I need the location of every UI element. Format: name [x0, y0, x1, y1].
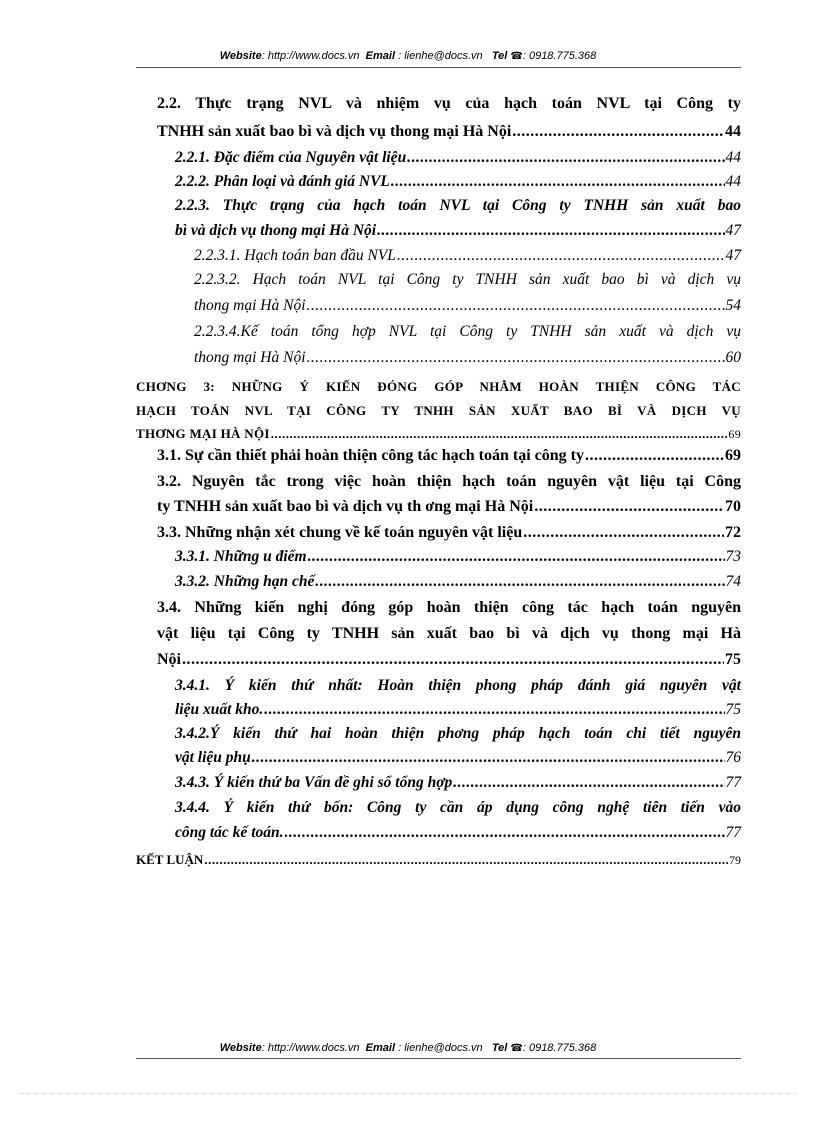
toc-entry-3-3[interactable] — [157, 523, 741, 543]
toc-entry-3-2[interactable] — [157, 497, 741, 517]
toc-chapter-3-line1[interactable]: CHƠNG 3: NHỮNG Ý KIẾN ĐÓNG GÓP NHẰM HOÀN THIỆN CÔNG TÁC — [136, 379, 741, 394]
toc-entry-2-2-3-2[interactable] — [194, 296, 741, 316]
dot-leader — [523, 523, 724, 543]
page-number: 77 — [725, 774, 741, 791]
toc-entry-2-2-3-1[interactable] — [194, 246, 741, 266]
toc-conclusion[interactable] — [136, 850, 741, 870]
toc-entry-2-2-3-line1[interactable]: 2.2.3. Thực trạng của hạch toán NVL tại Công ty TNHH sản xuất bao — [175, 197, 741, 214]
toc-entry-title: 3.3.2. Những hạn chế — [175, 573, 315, 590]
page-bottom-edge — [20, 1093, 796, 1094]
toc-entry-title: bì và dịch vụ thong mại Hà Nội — [175, 222, 377, 239]
toc-entry-3-3-1[interactable] — [175, 547, 741, 567]
phone-icon: ☎ — [510, 1043, 523, 1054]
page-footer — [0, 1042, 816, 1054]
page-number: 70 — [725, 498, 741, 515]
toc-entry-3-4-line2[interactable]: vật liệu tại Công ty TNHH sản xuất bao bì và dịch vụ thong mại Hà — [157, 625, 741, 642]
toc-entry-title: 3.3.1. Những u điểm — [175, 548, 307, 565]
page-number: 44 — [725, 123, 741, 140]
toc-entry-3-3-2[interactable] — [175, 572, 741, 592]
dot-leader — [271, 424, 728, 444]
page-number: 69 — [728, 427, 741, 441]
toc-chapter-3[interactable] — [136, 424, 741, 444]
header-tel-value: : 0918.775.368 — [522, 50, 597, 62]
toc-entry-3-4-1[interactable] — [175, 700, 741, 720]
toc-entry-3-4-2-line1[interactable]: 3.4.2.Ý kiến thứ hai hoàn thiện phơng pháp hạch toán chi tiết nguyên — [175, 725, 741, 742]
toc-chapter-3-line2[interactable]: HẠCH TOÁN NVL TẠI CÔNG TY TNHH SẢN XUẤT BAO BÌ VÀ DỊCH VỤ — [136, 403, 741, 418]
toc-entry-2-2-line2: TNHH sản xuất bao bì và dịch vụ thong mại Hà Nội — [157, 123, 512, 140]
toc-entry-title: ty TNHH sản xuất bao bì và dịch vụ th ơng mại Hà Nội — [157, 498, 534, 515]
dot-leader — [182, 650, 724, 670]
toc-entry-3-4-2[interactable] — [175, 748, 741, 768]
toc-entry-title: 3.4.3. Ý kiến thứ ba Vấn đề ghi sổ tổng hợp — [175, 774, 453, 791]
toc-entry-3-4[interactable] — [157, 650, 741, 670]
footer-tel-value: : 0918.775.368 — [522, 1042, 597, 1054]
page-number: 76 — [725, 749, 741, 766]
header-website-link[interactable]: : http://www.docs.vn — [261, 50, 360, 62]
page-number: 79 — [729, 853, 741, 867]
header-website-label: Website — [219, 50, 262, 62]
dot-leader — [512, 122, 724, 142]
toc-entry-2-2[interactable] — [157, 122, 741, 142]
page-number: 77 — [725, 824, 741, 841]
dot-leader — [204, 850, 728, 870]
toc-entry-title: vật liệu phụ — [175, 749, 251, 766]
toc-entry-3-4-3[interactable] — [175, 773, 741, 793]
dot-leader — [315, 572, 724, 592]
header-tel-label: Tel — [491, 50, 508, 62]
toc-entry-3-4-4[interactable] — [175, 823, 741, 843]
page-number: 72 — [725, 524, 741, 541]
toc-entry-title: công tác kế toán. — [175, 824, 284, 841]
toc-entry-title: 3.3. Những nhận xét chung về kế toán nguyên vật liệu — [157, 524, 523, 541]
dot-leader — [307, 348, 725, 368]
toc-entry-3-4-4-line1[interactable]: 3.4.4. Ý kiến thứ bốn: Công ty cần áp dụng công nghệ tiên tiến vào — [175, 799, 741, 816]
toc-entry-3-2-line1[interactable]: 3.2. Nguyên tắc trong việc hoàn thiện hạch toán nguyên vật liệu tại Công — [157, 473, 741, 490]
page-number: 73 — [725, 548, 741, 565]
toc-entry-2-2-line1[interactable]: 2.2. Thực trạng NVL và nhiệm vụ của hạch toán NVL tại Công ty — [157, 95, 741, 112]
toc-entry-title: liệu xuất kho. — [175, 701, 264, 718]
phone-icon: ☎ — [510, 51, 523, 62]
toc-entry-2-2-3-4-line1[interactable]: 2.2.3.4.Kế toán tổng hợp NVL tại Công ty TNHH sản xuất và dịch vụ — [194, 323, 741, 340]
toc-entry-title: 2.2.3.1. Hạch toán ban đầu NVL — [194, 247, 396, 264]
page-number: 44 — [725, 173, 741, 190]
toc-entry-title: 3.1. Sự cần thiết phải hoàn thiện công tác hạch toán tại công ty — [157, 447, 584, 464]
header-email-link[interactable]: : lienhe@docs.vn — [395, 50, 483, 62]
footer-email-label: Email — [365, 1042, 396, 1054]
footer-email-link[interactable]: : lienhe@docs.vn — [395, 1042, 483, 1054]
toc-entry-title: 2.2.1. Đặc điểm của Nguyên vật liệu — [175, 149, 407, 166]
dot-leader — [307, 296, 725, 316]
toc-entry-title: thong mại Hà Nội — [194, 349, 306, 366]
toc-entry-title: 2.2.2. Phân loại và đánh giá NVL — [175, 173, 390, 190]
page-number: 44 — [725, 149, 741, 166]
toc-entry-2-2-2[interactable] — [175, 172, 741, 192]
page-number: 69 — [725, 447, 741, 464]
footer-divider — [136, 1058, 741, 1059]
dot-leader — [585, 446, 724, 466]
dot-leader — [377, 221, 724, 241]
page-number: 47 — [725, 247, 741, 264]
toc-entry-2-2-3-4[interactable] — [194, 348, 741, 368]
toc-entry-title: THƠNG MẠI HÀ NỘI — [136, 426, 270, 441]
dot-leader — [534, 497, 724, 517]
header-email-label: Email — [365, 50, 396, 62]
dot-leader — [252, 748, 725, 768]
footer-website-link[interactable]: : http://www.docs.vn — [261, 1042, 360, 1054]
toc-entry-title: thong mại Hà Nội — [194, 297, 306, 314]
toc-entry-2-2-3-2-line1[interactable]: 2.2.3.2. Hạch toán NVL tại Công ty TNHH sản xuất bao bì và dịch vụ — [194, 271, 741, 288]
toc-entry-2-2-1[interactable] — [175, 148, 741, 168]
toc-entry-3-4-1-line1[interactable]: 3.4.1. Ý kiến thứ nhất: Hoàn thiện phong pháp đánh giá nguyên vật — [175, 677, 741, 694]
dot-leader — [264, 700, 724, 720]
toc-entry-title: Nội — [157, 651, 181, 668]
footer-website-label: Website — [219, 1042, 262, 1054]
toc-entry-title: KẾT LUẬN — [136, 852, 204, 867]
page-number: 60 — [725, 349, 741, 366]
toc-entry-3-1[interactable] — [157, 446, 741, 466]
page-number: 75 — [725, 651, 741, 668]
dot-leader — [391, 172, 725, 192]
page-number: 54 — [725, 297, 741, 314]
dot-leader — [453, 773, 724, 793]
page-number: 74 — [725, 573, 741, 590]
dot-leader — [308, 547, 725, 567]
page-number: 47 — [725, 222, 741, 239]
dot-leader — [397, 246, 725, 266]
page-number: 75 — [725, 701, 741, 718]
footer-tel-label: Tel — [491, 1042, 508, 1054]
toc-entry-2-2-3[interactable] — [175, 221, 741, 241]
dot-leader — [407, 148, 724, 168]
dot-leader — [285, 823, 725, 843]
toc-entry-3-4-line1[interactable]: 3.4. Những kiến nghị đóng góp hoàn thiện công tác hạch toán nguyên — [157, 599, 741, 616]
